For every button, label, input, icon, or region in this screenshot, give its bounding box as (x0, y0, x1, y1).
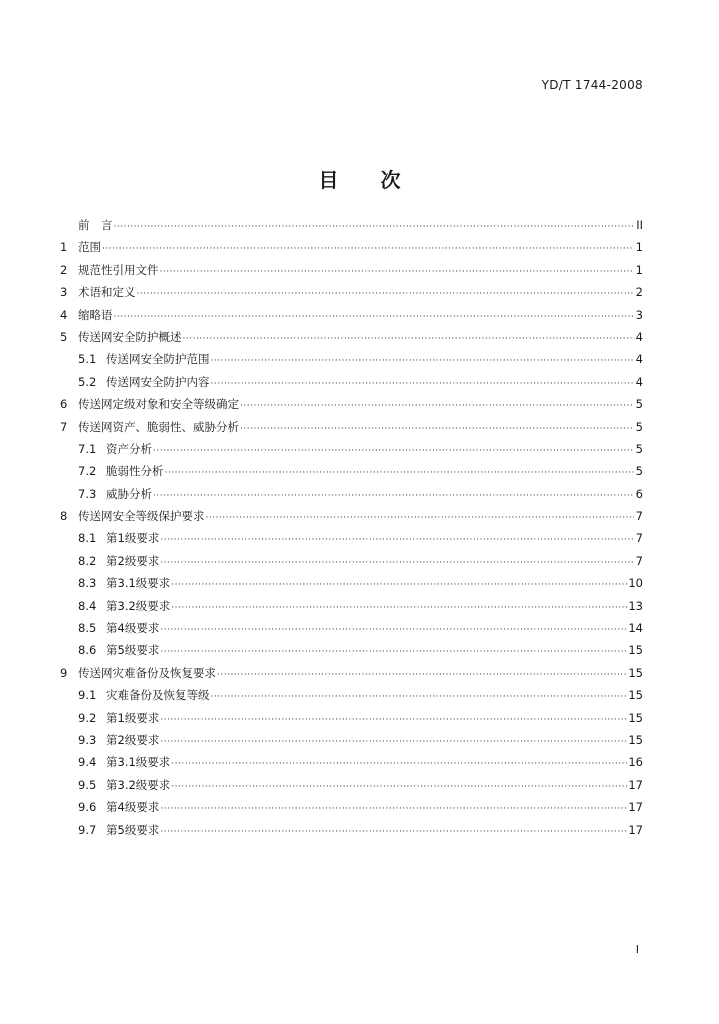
toc-entry-page: 17 (628, 777, 643, 792)
toc-entry-title: 第4级要求 (106, 621, 160, 636)
toc-entry-number: 5.1 (78, 352, 97, 367)
toc-entry-page: 15 (628, 732, 643, 747)
toc-entry-number: 2 (60, 262, 68, 277)
toc-leader-dots (217, 664, 627, 686)
toc-entry[interactable] (60, 236, 643, 258)
toc-leader-dots (240, 418, 634, 440)
toc-entry-title: 传送网安全防护概述 (78, 329, 182, 344)
toc-entry[interactable] (60, 259, 643, 281)
toc-entry-page: 7 (635, 531, 643, 546)
toc-entry[interactable] (60, 371, 643, 393)
toc-entry[interactable] (60, 572, 643, 594)
toc-leader-dots (137, 283, 635, 305)
toc-entry-title: 范围 (78, 240, 101, 255)
toc-entry-title: 第1级要求 (106, 531, 160, 546)
toc-entry[interactable] (60, 348, 643, 370)
toc-leader-dots (240, 395, 634, 417)
toc-leader-dots (171, 753, 627, 775)
toc-entry-page: 5 (635, 419, 643, 434)
toc-entry-page: 4 (635, 329, 643, 344)
toc-entry-title: 第3.2级要求 (106, 598, 171, 613)
toc-entry-title: 第2级要求 (106, 553, 160, 568)
toc-entry-number: 5.2 (78, 374, 97, 389)
toc-leader-dots (114, 306, 635, 328)
toc-leader-dots (153, 440, 634, 462)
toc-entry-title: 脆弱性分析 (106, 464, 164, 479)
toc-entry-page: 5 (635, 464, 643, 479)
toc-entry[interactable] (60, 639, 643, 661)
toc-entry-number: 9.5 (78, 777, 97, 792)
toc-leader-dots (160, 798, 627, 820)
toc-leader-dots (160, 641, 627, 663)
toc-entry[interactable] (60, 751, 643, 773)
toc-entry-page: 14 (628, 621, 643, 636)
toc-leader-dots (211, 350, 635, 372)
toc-leader-dots (211, 373, 635, 395)
toc-entry[interactable] (60, 393, 643, 415)
toc-entry-number: 8 (60, 509, 68, 524)
toc-entry-page: 4 (635, 352, 643, 367)
toc-leader-dots (160, 709, 627, 731)
toc-leader-dots (183, 328, 635, 350)
toc-entry-page: 7 (635, 509, 643, 524)
toc-entry-number: 9.6 (78, 800, 97, 815)
toc-leader-dots (160, 619, 627, 641)
toc-entry-page: 6 (635, 486, 643, 501)
toc-entry-number: 9.1 (78, 688, 97, 703)
toc-entry-title: 前 言 (78, 218, 113, 232)
toc-entry-page: 15 (628, 643, 643, 658)
toc-entry-number: 7 (60, 419, 68, 434)
toc-entry-number: 1 (60, 240, 68, 255)
table-of-contents (60, 214, 643, 841)
toc-entry-number: 9.7 (78, 822, 97, 837)
toc-entry[interactable] (60, 416, 643, 438)
toc-entry-page: 15 (628, 710, 643, 725)
toc-entry-number: 9 (60, 665, 68, 680)
toc-entry-number: 8.5 (78, 621, 97, 636)
toc-entry[interactable] (60, 527, 643, 549)
toc-entry-title: 灾难备份及恢复等级 (106, 688, 210, 703)
toc-entry-page: 16 (628, 755, 643, 770)
toc-entry-title: 第3.1级要求 (106, 755, 171, 770)
toc-entry-number: 6 (60, 397, 68, 412)
toc-entry[interactable] (60, 595, 643, 617)
toc-entry-number: 7.2 (78, 464, 97, 479)
toc-entry-number: 8.6 (78, 643, 97, 658)
toc-entry-title: 传送网安全防护范围 (106, 352, 210, 367)
toc-leader-dots (171, 597, 627, 619)
toc-entry[interactable] (60, 326, 643, 348)
toc-entry[interactable] (60, 729, 643, 751)
toc-entry-page: 1 (635, 240, 643, 255)
toc-entry-number: 8.2 (78, 553, 97, 568)
toc-entry-title: 传送网灾难备份及恢复要求 (78, 665, 216, 680)
toc-leader-dots (114, 216, 635, 238)
toc-entry-number: 5 (60, 329, 68, 344)
toc-entry[interactable] (60, 438, 643, 460)
toc-entry-title: 传送网定级对象和安全等级确定 (78, 397, 239, 412)
page-title: 目次 (318, 168, 443, 192)
toc-entry-number: 8.4 (78, 598, 97, 613)
standard-code: YD/T 1744-2008 (541, 78, 643, 92)
toc-entry-title: 第5级要求 (106, 643, 160, 658)
toc-entry[interactable] (60, 617, 643, 639)
toc-leader-dots (160, 731, 627, 753)
toc-entry-page: 7 (635, 553, 643, 568)
toc-leader-dots (160, 529, 634, 551)
toc-entry-page: 2 (635, 285, 643, 300)
toc-entry-title: 规范性引用文件 (78, 262, 159, 277)
toc-entry-number: 9.2 (78, 710, 97, 725)
toc-entry-title: 术语和定义 (78, 285, 136, 300)
toc-entry-number: 4 (60, 307, 68, 322)
toc-leader-dots (153, 485, 634, 507)
toc-entry-title: 缩略语 (78, 307, 113, 322)
toc-entry-title: 第2级要求 (106, 732, 160, 747)
toc-entry-page: 4 (635, 374, 643, 389)
toc-entry-number: 7.3 (78, 486, 97, 501)
toc-entry-number: 7.1 (78, 441, 97, 456)
toc-entry[interactable] (60, 707, 643, 729)
toc-entry-title: 传送网安全等级保护要求 (78, 509, 205, 524)
toc-entry[interactable] (60, 505, 643, 527)
toc-entry[interactable] (60, 304, 643, 326)
toc-entry-page: 3 (635, 307, 643, 322)
toc-entry-number: 9.3 (78, 732, 97, 747)
toc-entry-number: 9.4 (78, 755, 97, 770)
toc-entry[interactable] (60, 483, 643, 505)
toc-entry-number: 3 (60, 285, 68, 300)
toc-entry-title: 第4级要求 (106, 800, 160, 815)
toc-entry[interactable] (60, 796, 643, 818)
toc-entry-number: 8.1 (78, 531, 97, 546)
toc-entry-title: 第3.2级要求 (106, 777, 171, 792)
toc-entry-number: 8.3 (78, 576, 97, 591)
toc-entry-title: 第5级要求 (106, 822, 160, 837)
toc-leader-dots (165, 462, 635, 484)
toc-entry-page: 13 (628, 598, 643, 613)
toc-leader-dots (206, 507, 635, 529)
toc-entry-page: 15 (628, 688, 643, 703)
toc-leader-dots (160, 552, 634, 574)
toc-leader-dots (211, 686, 628, 708)
toc-entry[interactable] (60, 281, 643, 303)
toc-entry[interactable] (60, 460, 643, 482)
toc-entry-page: II (636, 218, 643, 232)
toc-entry-title: 第1级要求 (106, 710, 160, 725)
toc-leader-dots (171, 776, 627, 798)
toc-entry[interactable] (60, 662, 643, 684)
toc-leader-dots (171, 574, 627, 596)
toc-entry-title: 传送网资产、脆弱性、威胁分析 (78, 419, 239, 434)
toc-leader-dots (102, 238, 634, 260)
toc-entry-page: 17 (628, 800, 643, 815)
toc-entry-title: 威胁分析 (106, 486, 152, 501)
toc-entry[interactable] (60, 214, 643, 236)
toc-entry[interactable] (60, 774, 643, 796)
toc-entry[interactable] (60, 819, 643, 841)
toc-entry-page: 1 (635, 262, 643, 277)
page-number: I (635, 943, 639, 956)
toc-entry-page: 5 (635, 397, 643, 412)
toc-entry-title: 第3.1级要求 (106, 576, 171, 591)
toc-entry-page: 17 (628, 822, 643, 837)
toc-leader-dots (160, 821, 627, 843)
toc-leader-dots (160, 261, 635, 283)
toc-entry[interactable] (60, 684, 643, 706)
toc-entry-page: 10 (628, 576, 643, 591)
toc-entry-page: 5 (635, 441, 643, 456)
toc-entry-title: 传送网安全防护内容 (106, 374, 210, 389)
toc-entry-title: 资产分析 (106, 441, 152, 456)
toc-entry[interactable] (60, 550, 643, 572)
toc-entry-page: 15 (628, 665, 643, 680)
